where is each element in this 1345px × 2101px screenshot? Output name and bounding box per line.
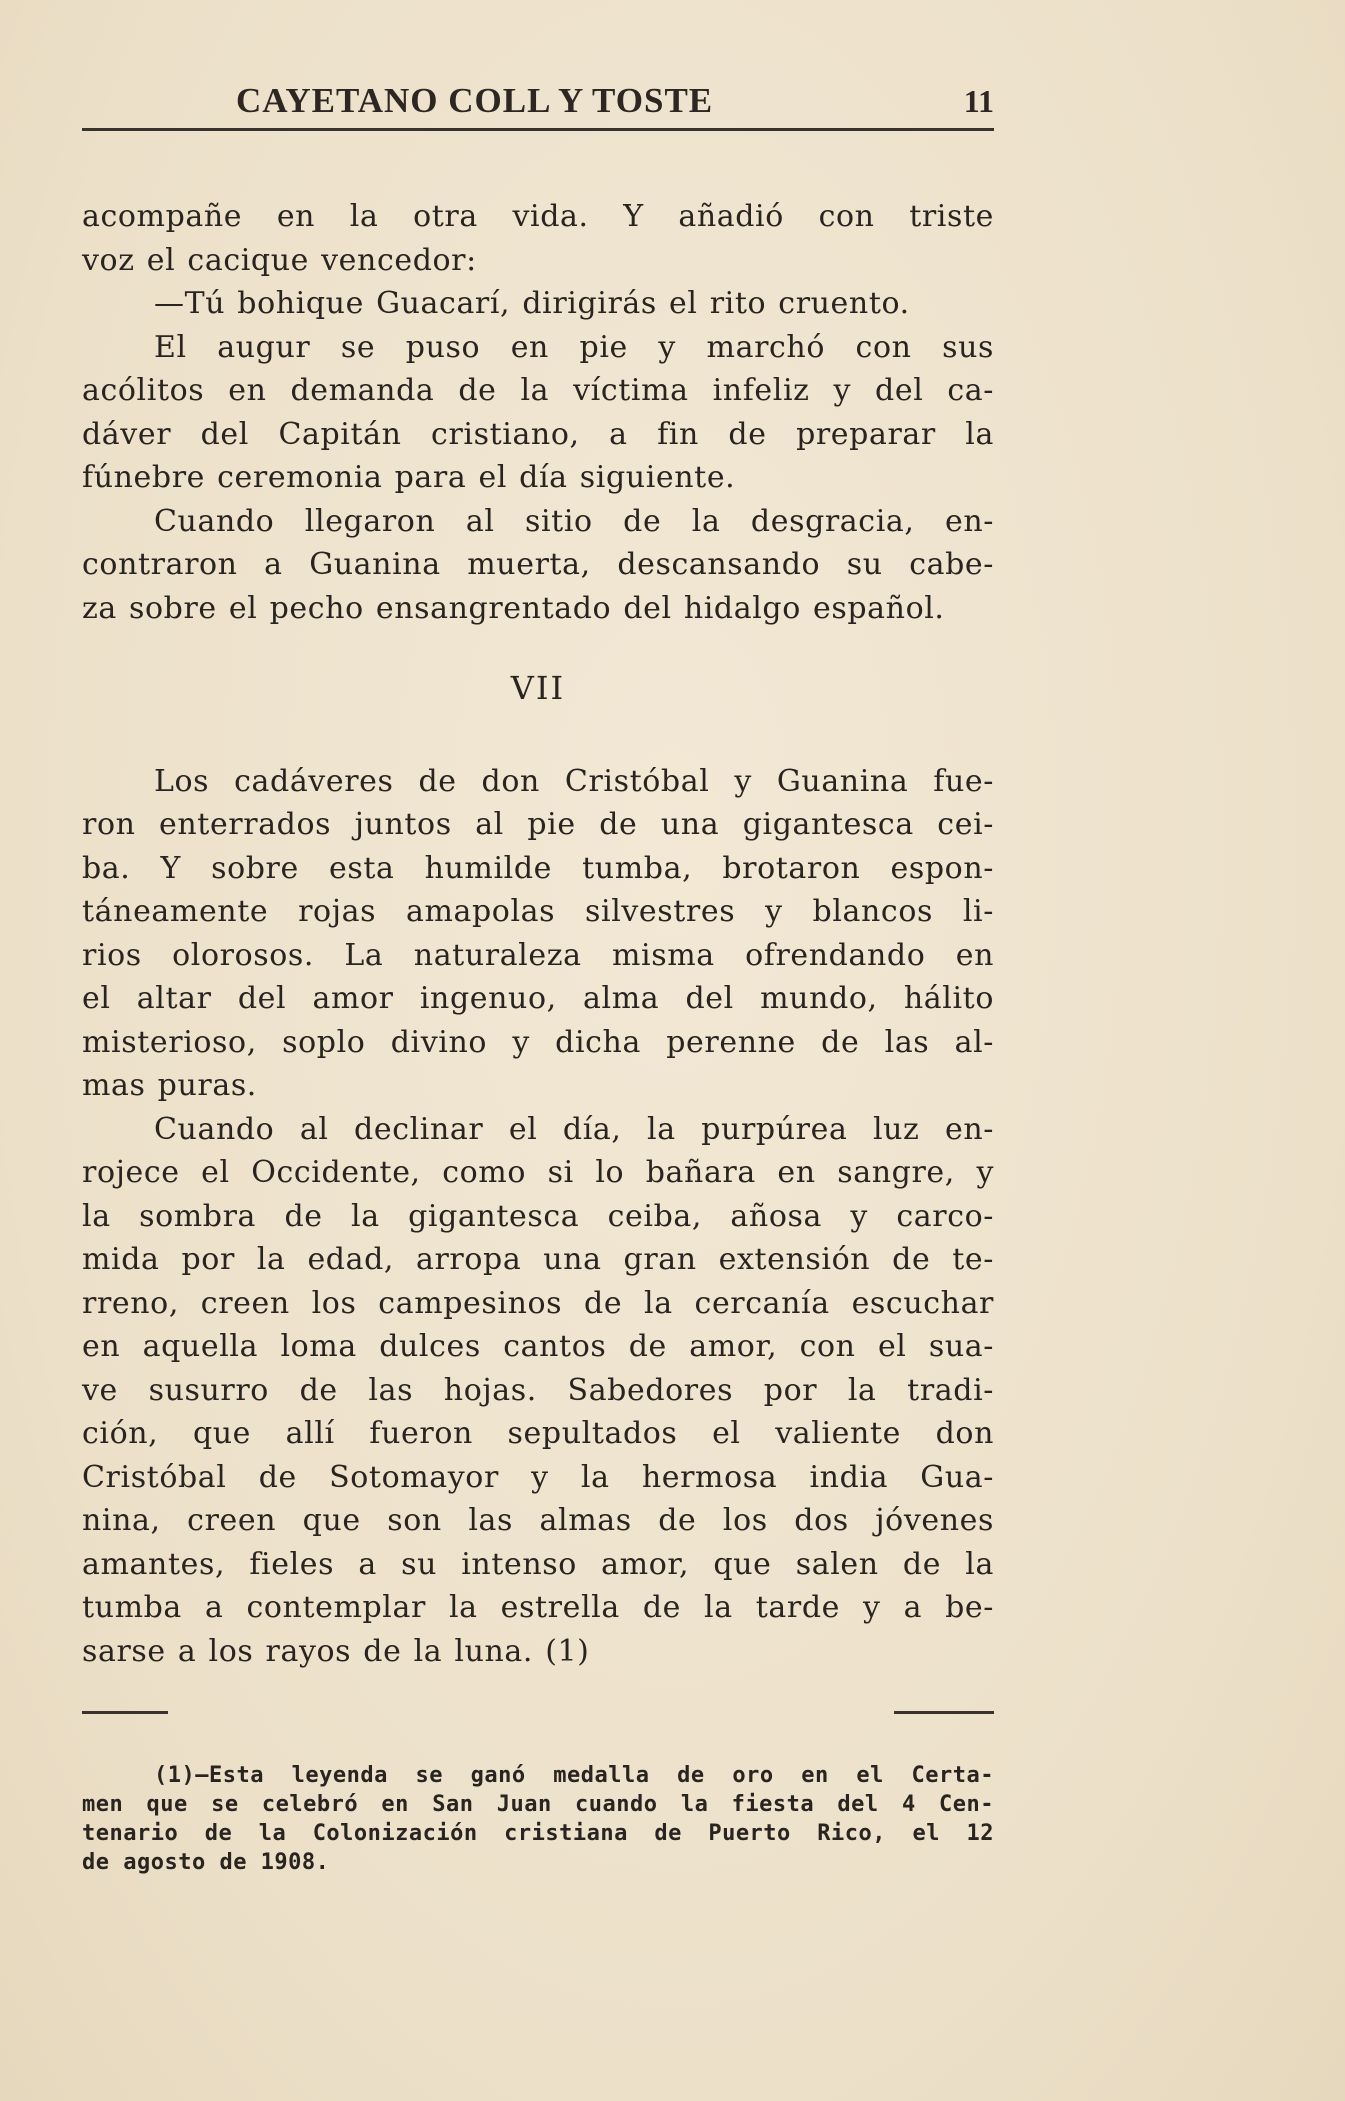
text-line: Cuando al declinar el día, la purpúrea luz en- <box>154 1111 994 1147</box>
text-line: sarse a los rayos de la luna. (1) <box>82 1633 590 1669</box>
paragraph <box>82 500 994 631</box>
page-number: 11 <box>963 83 994 119</box>
text-line: mida por la edad, arropa una gran extensión de te- <box>82 1242 994 1277</box>
footnote <box>82 1761 994 1877</box>
text-line: Cuando llegaron al sitio de la desgracia, en- <box>154 503 994 539</box>
footnote-separator <box>82 1711 994 1719</box>
paragraphs-after-section <box>82 760 994 1674</box>
text-line: contraron a Guanina muerta, descansando su cabe- <box>82 547 994 582</box>
footnote-line: de agosto de 1908. <box>82 1850 330 1875</box>
running-title: CAYETANO COLL Y TOSTE <box>236 81 714 120</box>
text-line: voz el cacique vencedor: <box>82 242 477 278</box>
text-line: tumba a contemplar la estrella de la tarde y a be- <box>82 1590 994 1625</box>
paragraph <box>82 760 994 1108</box>
text-line: táneamente rojas amapolas silvestres y blancos li- <box>82 894 994 929</box>
text-line: en aquella loma dulces cantos de amor, con el sua- <box>82 1329 994 1364</box>
book-page <box>82 80 994 1877</box>
text-line: la sombra de la gigantesca ceiba, añosa y carco- <box>82 1198 994 1234</box>
footnote-line: tenario de la Colonización cristiana de Puerto Rico, el 12 <box>82 1821 994 1846</box>
text-line: rojece el Occidente, como si lo bañara en sangre, y <box>82 1155 994 1190</box>
text-line: ve susurro de las hojas. Sabedores por la tradi- <box>82 1372 994 1408</box>
text-line: amantes, fieles a su intenso amor, que salen de la <box>82 1546 994 1582</box>
text-line: za sobre el pecho ensangrentado del hidalgo español. <box>82 590 945 626</box>
text-line: el altar del amor ingenuo, alma del mundo, hálito <box>82 981 994 1016</box>
text-line: ción, que allí fueron sepultados el valiente don <box>82 1416 994 1451</box>
text-line: fúnebre ceremonia para el día siguiente. <box>82 460 736 495</box>
text-line: —Tú bohique Guacarí, dirigirás el rito cruento. <box>154 286 910 321</box>
body-text <box>82 195 994 1673</box>
paragraphs-before-section <box>82 195 994 630</box>
paragraph <box>82 195 994 282</box>
text-line: Cristóbal de Sotomayor y la hermosa india Gua- <box>82 1459 994 1495</box>
text-line: nina, creen que son las almas de los dos jóvenes <box>82 1503 994 1538</box>
text-line: Los cadáveres de don Cristóbal y Guanina fue- <box>154 763 994 799</box>
text-line: ron enterrados juntos al pie de una gigantesca cei- <box>82 807 994 842</box>
paragraph <box>82 282 994 326</box>
footnote-line: men que se celebró en San Juan cuando la fiesta del 4 Cen- <box>82 1792 994 1817</box>
paragraph <box>82 1108 994 1674</box>
separator-rule-right <box>894 1711 994 1714</box>
text-line: ba. Y sobre esta humilde tumba, brotaron espon- <box>82 850 994 886</box>
section-heading: VII <box>510 669 566 707</box>
text-line: rios olorosos. La naturaleza misma ofrendando en <box>82 937 994 973</box>
separator-rule-left <box>82 1711 168 1714</box>
running-header <box>82 80 994 131</box>
text-line: dáver del Capitán cristiano, a fin de preparar la <box>82 416 994 452</box>
text-line: rreno, creen los campesinos de la cercanía escuchar <box>82 1285 994 1321</box>
text-line: misterioso, soplo divino y dicha perenne de las al- <box>82 1024 994 1060</box>
text-line: acólitos en demanda de la víctima infeliz y del ca- <box>82 373 994 408</box>
paragraph <box>82 326 994 500</box>
text-line: acompañe en la otra vida. Y añadió con triste <box>82 199 994 234</box>
footnote-line: (1)—Esta leyenda se ganó medalla de oro en el Certa- <box>154 1763 994 1788</box>
text-line: El augur se puso en pie y marchó con sus <box>154 329 994 365</box>
text-line: mas puras. <box>82 1068 257 1103</box>
